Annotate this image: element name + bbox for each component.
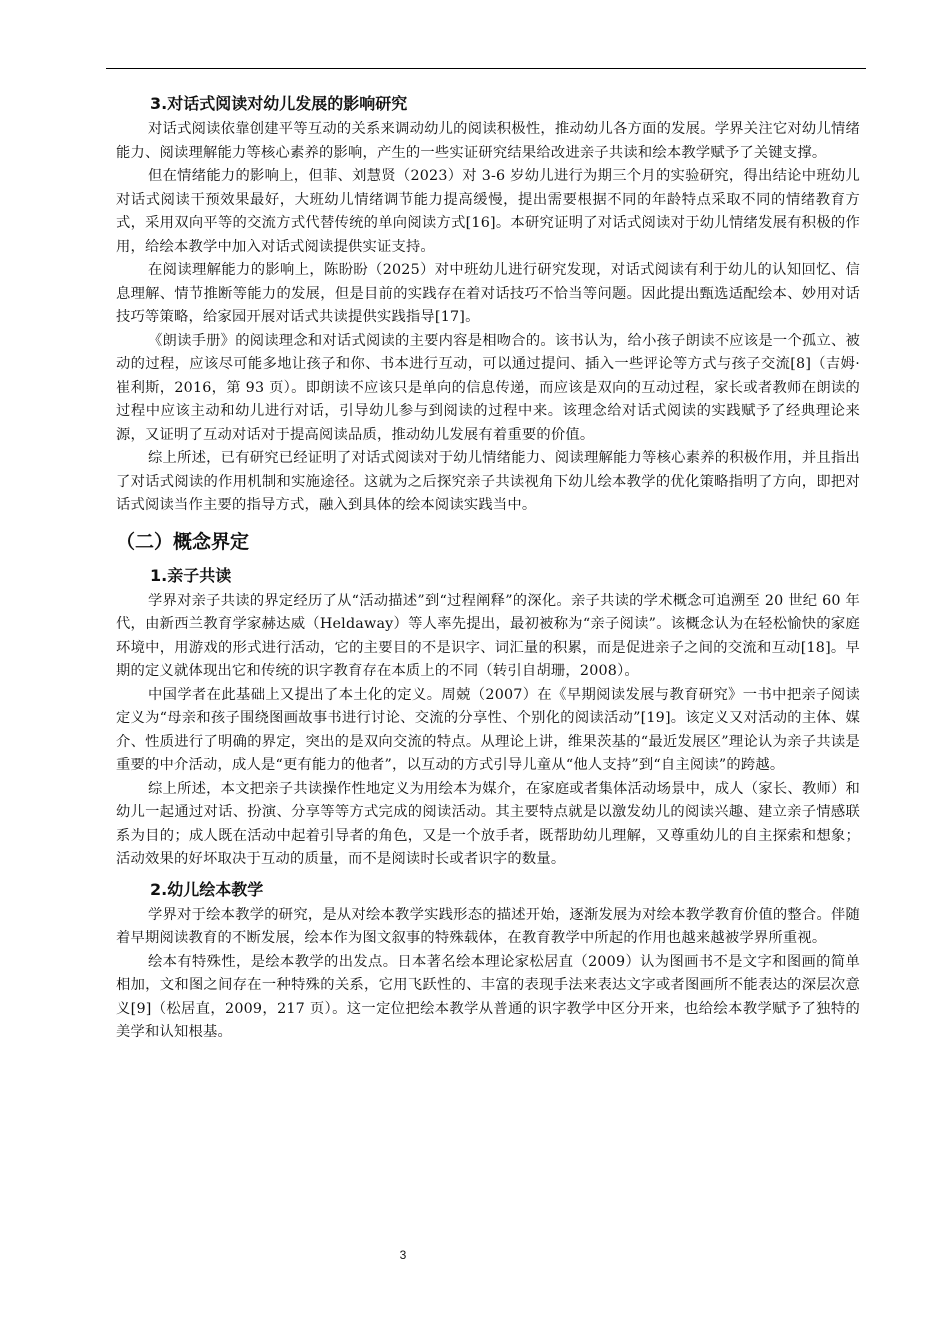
chapter-heading: （二）概念界定 [116,530,250,553]
paragraph: 综上所述，本文把亲子共读操作性地定义为用绘本为媒介，在家庭或者集体活动场景中，成人（家长、教师）和幼儿一起通过对话、扮演、分享等等方式完成的阅读活动。其主要特点就是以激发幼儿的阅读兴趣、建立亲子情感联系为目的；成人既在活动中起着引导者的角色，又是一个放手者，既帮助幼儿理解，又尊重幼儿的自主探索和想象；活动效果的好坏取决于互动的质量，而不是阅读时长或者识字的数量。 [116,780,860,867]
paragraph: 在阅读理解能力的影响上，陈盼盼（2025）对中班幼儿进行研究发现，对话式阅读有利于幼儿的认知回忆、信息理解、情节推断等能力的发展，但是目前的实践存在着对话技巧不恰当等问题。因此提出甄选适配绘本、妙用对话技巧等策略，给家园开展对话式共读提供实践指导[17]。 [116,262,860,325]
section-heading: 3.对话式阅读对幼儿发展的影响研究 [150,94,408,113]
document-body [116,86,860,1045]
subsection-heading: 1.亲子共读 [150,565,232,585]
paragraph: 对话式阅读依靠创建平等互动的关系来调动幼儿的阅读积极性，推动幼儿各方面的发展。学界关注它对幼儿情绪能力、阅读理解能力等核心素养的影响，产生的一些实证研究结果给改进亲子共读和绘本教学赋予了关键支撑。 [116,121,860,161]
paragraph: 中国学者在此基础上又提出了本土化的定义。周兢（2007）在《早期阅读发展与教育研究》一书中把亲子阅读定义为“母亲和孩子围绕图画故事书进行讨论、交流的分享性、个别化的阅读活动”[19]。该定义又对活动的主体、媒介、性质进行了明确的界定，突出的是双向交流的特点。从理论上讲，维果茨基的“最近发展区”理论认为亲子共读是重要的中介活动，成人是“更有能力的他者”，以互动的方式引导儿童从“他人支持”到“自主阅读”的跨越。 [116,686,860,773]
paragraph: 学界对于绘本教学的研究，是从对绘本教学实践形态的描述开始，逐渐发展为对绘本教学教育价值的整合。伴随着早期阅读教育的不断发展，绘本作为图文叙事的特殊载体，在教育教学中所起的作用也越来越被学界所重视。 [116,906,860,946]
paragraph: 综上所述，已有研究已经证明了对话式阅读对于幼儿情绪能力、阅读理解能力等核心素养的积极作用，并且指出了对话式阅读的作用机制和实施途径。这就为之后探究亲子共读视角下幼儿绘本教学的优化策略指明了方向，即把对话式阅读当作主要的指导方式，融入到具体的绘本阅读实践当中。 [116,450,860,513]
paragraph: 但在情绪能力的影响上，但菲、刘慧贤（2023）对 3-6 岁幼儿进行为期三个月的实验研究，得出结论中班幼儿对话式阅读干预效果最好，大班幼儿情绪调节能力提高缓慢，提出需要根据不同的年龄特点采取不同的情绪教育方式，采用双向平等的交流方式代替传统的单向阅读方式[16]。本研究证明了对话式阅读对于幼儿情绪发展有积极的作用，给绘本教学中加入对话式阅读提供实证支持。 [116,168,860,255]
header-rule [106,68,866,69]
paragraph: 绘本有特殊性，是绘本教学的出发点。日本著名绘本理论家松居直（2009）认为图画书不是文字和图画的简单相加，文和图之间存在一种特殊的关系，它用飞跃性的、丰富的表现手法来表达文字或者图画所不能表达的深层次意义[9]（松居直，2009，217 页）。这一定位把绘本教学从普通的识字教学中区分开来，也给绘本教学赋予了独特的美学和认知根基。 [116,953,860,1040]
subsection-heading: 2.幼儿绘本教学 [150,879,264,899]
page-number: 3 [399,1248,407,1262]
paragraph: 《朗读手册》的阅读理念和对话式阅读的主要内容是相吻合的。该书认为，给小孩子朗读不应该是一个孤立、被动的过程，应该尽可能多地让孩子和你、书本进行互动，可以通过提问、插入一些评论等方式与孩子交流[8]（吉姆·崔利斯，2016，第 93 页）。即朗读不应该只是单向的信息传递，而应该是双向的互动过程，家长或者教师在朗读的过程中应该主动和幼儿进行对话，引导幼儿参与到阅读的过程中来。该理念给对话式阅读的实践赋予了经典理论来源，又证明了互动对话对于提高阅读品质，推动幼儿发展有着重要的价值。 [116,332,860,443]
paragraph: 学界对亲子共读的界定经历了从“活动描述”到“过程阐释”的深化。亲子共读的学术概念可追溯至 20 世纪 60 年代，由新西兰教育学家赫达威（Heldaway）等人率先提出，最初被称为“亲子阅读”。该概念认为在轻松愉快的家庭环境中，用游戏的形式进行活动，它的主要目的不是识字、词汇量的积累，而是促进亲子之间的交流和互动[18]。早期的定义就体现出它和传统的识字教育存在本质上的不同（转引自胡珊，2008）。 [116,592,860,679]
